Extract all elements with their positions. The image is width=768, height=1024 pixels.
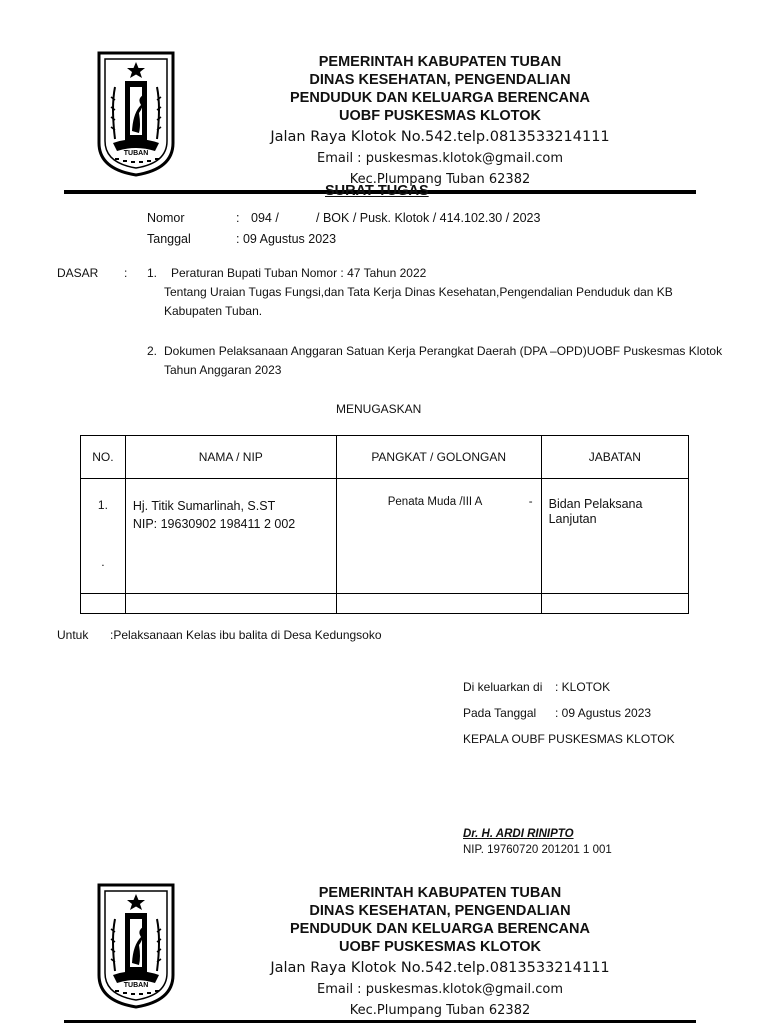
header-line-2: DINAS KESEHATAN, PENGENDALIAN (309, 903, 571, 919)
assignment-table (80, 435, 689, 614)
row-no-cell (81, 479, 126, 594)
row-pangkat-cell (336, 479, 541, 594)
nomor-colon: : (236, 211, 240, 225)
header-line-3: PENDUDUK DAN KELUARGA BERENCANA (290, 90, 590, 106)
header-line-2: DINAS KESEHATAN, PENGENDALIAN (309, 72, 571, 88)
document-title: SURAT TUGAS (325, 183, 429, 199)
dasar-label: DASAR (57, 266, 99, 280)
dasar-item1-line2: Tentang Uraian Tugas Fungsi,dan Tata Kerja Dinas Kesehatan,Pengendalian Penduduk dan KB (164, 285, 673, 299)
header-line-1: PEMERINTAH KABUPATEN TUBAN (318, 54, 562, 70)
header-address: Jalan Raya Klotok No.542.telp.0813533214111 (270, 129, 610, 145)
date-label: Pada Tanggal (463, 706, 537, 720)
header-no: NO. (81, 436, 126, 479)
row-jabatan-cell (541, 479, 688, 594)
header-pangkat: PANGKAT / GOLONGAN (336, 436, 541, 479)
svg-text:TUBAN: TUBAN (123, 150, 149, 157)
header-city: Kec.Plumpang Tuban 62382 (349, 172, 531, 187)
letterhead-top (250, 53, 630, 190)
date-value: : 09 Agustus 2023 (555, 706, 652, 720)
nomor-rest: / BOK / Pusk. Klotok / 414.102.30 / 2023 (316, 211, 541, 225)
svg-text:TUBAN: TUBAN (123, 982, 149, 989)
dasar-item2-num: 2. (147, 344, 158, 358)
header-line-3: PENDUDUK DAN KELUARGA BERENCANA (290, 921, 590, 937)
menugaskan-heading: MENUGASKAN (336, 402, 422, 416)
signer-position: KEPALA OUBF PUSKESMAS KLOTOK (463, 732, 675, 746)
table-row (81, 479, 689, 594)
header-line-1: PEMERINTAH KABUPATEN TUBAN (318, 885, 562, 901)
letterhead-bottom (250, 884, 630, 1021)
table-row-empty (81, 594, 689, 614)
dasar-item1-line1: Peraturan Bupati Tuban Nomor : 47 Tahun 2022 (171, 266, 427, 280)
header-address: Jalan Raya Klotok No.542.telp.0813533214111 (270, 960, 610, 976)
header-line-4: UOBF PUSKESMAS KLOTOK (339, 108, 541, 124)
untuk-label: Untuk (57, 628, 89, 642)
header-email: Email : puskesmas.klotok@gmail.com (316, 982, 564, 997)
issued-value: : KLOTOK (555, 680, 611, 694)
header-jabatan: JABATAN (541, 436, 688, 479)
dasar-colon: : (124, 266, 128, 280)
row-pangkat: Penata Muda /III A (387, 496, 483, 508)
tuban-regency-logo (95, 47, 177, 177)
dasar-item1-line3: Kabupaten Tuban. (164, 304, 263, 318)
header-city: Kec.Plumpang Tuban 62382 (349, 1003, 531, 1018)
signer-name: Dr. H. ARDI RINIPTO (463, 828, 574, 840)
table-header-row (81, 436, 689, 479)
header-email: Email : puskesmas.klotok@gmail.com (316, 151, 564, 166)
issued-label: Di keluarkan di (463, 680, 543, 694)
row-jabatan-line2: Lanjutan (548, 512, 597, 526)
signer-nip: NIP. 19760720 201201 1 001 (463, 844, 612, 856)
nomor-value: 094 / (251, 211, 279, 225)
row-dash: - (528, 496, 533, 508)
header-divider-bottom (64, 1020, 696, 1023)
dasar-item1-num: 1. (147, 266, 158, 280)
row-nip: NIP: 19630902 198411 2 002 (132, 517, 296, 531)
header-nama-nip: NAMA / NIP (125, 436, 336, 479)
row-nama: Hj. Titik Sumarlinah, S.ST (132, 499, 276, 513)
row-jabatan-line1: Bidan Pelaksana (548, 497, 643, 511)
tanggal-label: Tanggal (147, 232, 191, 246)
dasar-item2-line1: Dokumen Pelaksanaan Anggaran Satuan Kerja Perangkat Daerah (DPA –OPD)UOBF Puskesmas Klotok (164, 344, 723, 358)
header-line-4: UOBF PUSKESMAS KLOTOK (339, 939, 541, 955)
nomor-label: Nomor (147, 211, 185, 225)
tanggal-value: : 09 Agustus 2023 (236, 232, 337, 246)
row-dot: . (101, 555, 105, 569)
row-nama-cell (125, 479, 336, 594)
dasar-item2-line2: Tahun Anggaran 2023 (164, 363, 282, 377)
tuban-regency-logo-bottom (95, 879, 177, 1009)
row-no: 1. (97, 498, 108, 512)
untuk-value: :Pelaksanaan Kelas ibu balita di Desa Kedungsoko (110, 628, 382, 642)
